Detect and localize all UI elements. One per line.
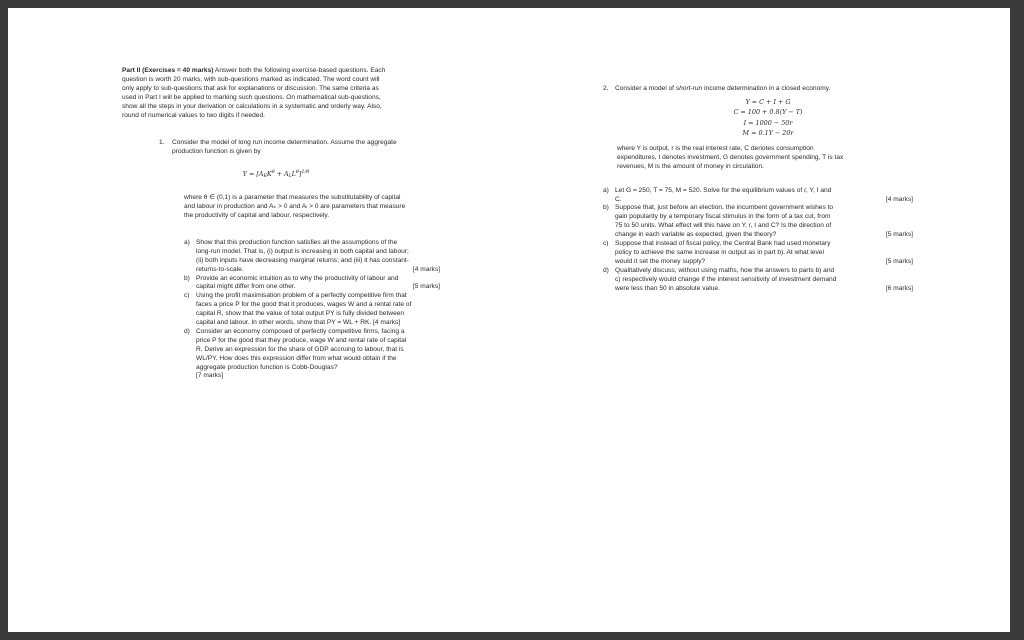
eq-sub: L: [288, 174, 292, 180]
part-line: change in each variable as expected, given the theory?: [615, 231, 777, 239]
part-label: d): [184, 327, 190, 335]
intro-line-6: round of numerical values to two digits if needed.: [122, 111, 265, 119]
part-line: (ii) both inputs have decreasing marginal returns; and (iii) it has constant-: [196, 256, 409, 264]
part-line: [7 marks]: [196, 372, 224, 380]
part-line: c) respectively would change if the interest sensitivity of investment demand: [615, 275, 837, 283]
part-line: C.: [615, 195, 622, 203]
eq-part: K: [266, 170, 272, 179]
where-line: and labour in production and Aₖ > 0 and Aₗ > 0 are parameters that measure: [184, 203, 406, 211]
part-text: [615, 187, 913, 205]
part-marks: [5 marks]: [412, 283, 440, 291]
part-line: 75 to 50 units. What effect will this have on Y, r, I and C? Is the direction of: [615, 222, 832, 230]
production-function-equation: [122, 168, 470, 182]
intro-line-2: question is worth 20 marks, with sub-questions marked as indicated. The word count will: [122, 75, 380, 83]
equation-money: M = 0.1Y − 20r: [742, 129, 794, 138]
part-label: c): [184, 292, 190, 300]
equation-output: Y = C + I + G: [745, 97, 791, 106]
question-2-text: [615, 85, 913, 94]
part-marks: [5 marks]: [885, 231, 913, 239]
question-2-part-c: [603, 240, 913, 267]
question-2-parts: [603, 187, 913, 294]
document-page: [8, 8, 1010, 632]
left-column: [122, 67, 470, 381]
part-line: WL/PY. How does this expression differ from what would obtain if the: [196, 354, 397, 362]
question-2-where: [617, 145, 913, 172]
where-line: revenues, M is the amount of money in circulation.: [617, 162, 764, 170]
part-text: [196, 239, 470, 275]
part-line: gain popularity by a temporary fiscal stimulus in the form of a tax cut, from: [615, 213, 831, 221]
part-line: faces a price P for the good that it produces, wages W and a rental rate of: [196, 301, 412, 309]
part-line: Show that this production function satisfies all the assumptions of the: [196, 238, 398, 246]
question-2-part-d: [603, 267, 913, 294]
equation-investment: I = 1000 − 50r: [743, 118, 793, 127]
eq-part: [A: [256, 170, 264, 179]
q2-text-part: short-run: [675, 85, 703, 92]
part-line: Suppose that instead of fiscal policy, the Central Bank had used monetary: [615, 240, 831, 248]
part-line: Qualitatively discuss, without using maths, how the answers to parts b) and: [615, 266, 835, 274]
part-label: a): [184, 238, 190, 246]
part-label: b): [603, 204, 609, 212]
part-line: price P for the good that they produce, wage W and rental rate of capital: [196, 336, 407, 344]
right-column: [603, 85, 913, 294]
intro-line-4: used in Part I will be applied to marking such questions. On mathematical sub-questions,: [122, 93, 381, 101]
part-intro: [122, 67, 470, 120]
part-label: a): [603, 186, 609, 194]
q2-text-part: income determination in a closed economy.: [702, 85, 831, 92]
part-line: returns-to-scale.: [196, 265, 244, 273]
eq-lhs: Y =: [242, 170, 257, 179]
part-line: capital and labour. In other words, show that PY = WL + RK. [4 marks]: [196, 319, 401, 327]
part-text: [615, 267, 913, 294]
part-marks: [4 marks]: [412, 265, 440, 273]
question-1-text: [172, 139, 470, 157]
question-2-number: 2.: [603, 85, 609, 92]
intro-line-1: Answer both the following exercise-based questions. Each: [213, 67, 386, 74]
question-1-part-c: [184, 292, 470, 328]
intro-line-3: only apply to sub-questions that ask for explanations or discussion. The same criteria as: [122, 84, 379, 92]
part-line: would it set the money supply?: [615, 257, 706, 265]
question-1-text-line: Consider the model of long run income determination. Assume the aggregate: [172, 139, 397, 147]
part-marks: [4 marks]: [885, 195, 913, 203]
question-1-header: [159, 139, 470, 157]
part-text: [615, 240, 913, 267]
short-run-equations: [603, 98, 913, 140]
eq-part: ]: [298, 170, 302, 179]
part-line: Provide an economic intuition as to why the productivity of labour and: [196, 274, 399, 282]
eq-sup: 1/θ: [301, 169, 310, 176]
part-line: Using the profit maximisation problem of a perfectly competitive firm that: [196, 292, 407, 300]
intro-line-5: show all the steps in your derivation or calculations in a systematic and orderly way. Also,: [122, 102, 382, 110]
q2-text-part: Consider a model of: [615, 85, 676, 92]
part-marks: [5 marks]: [885, 257, 913, 265]
question-2-part-a: [603, 187, 913, 205]
part-line: Let G = 250, T = 75, M = 520. Solve for the equilibrium values of r, Y, I and: [615, 186, 832, 194]
where-line: where Y is output, r is the real interest rate, C denotes consumption: [617, 144, 814, 152]
question-2-header: [603, 85, 913, 94]
part-line: R. Derive an expression for the share of GDP accruing to labour, that is: [196, 345, 404, 353]
part-text: [196, 275, 470, 293]
part-text: [196, 328, 470, 381]
part-line: long-run model. That is, (i) output is increasing in both capital and labour;: [196, 247, 409, 255]
part-line: Consider an economy composed of perfectly competitive firms, facing a: [196, 327, 405, 335]
where-line: where θ ∈ (0,1) is a parameter that measures the substitutability of capital: [184, 194, 401, 202]
question-1-part-b: [184, 275, 470, 293]
question-1-parts: [184, 239, 470, 382]
where-line: expenditures, I denotes investment, G denotes government spending, T is tax: [617, 153, 844, 161]
part-line: Suppose that, just before an election, the incumbent government wishes to: [615, 204, 834, 212]
eq-sup: θ: [295, 169, 299, 176]
question-1-part-a: [184, 239, 470, 275]
eq-sub: K: [263, 174, 267, 180]
question-2-part-b: [603, 204, 913, 240]
eq-part: L: [291, 170, 296, 179]
part-line: were less than 50 in absolute value.: [615, 284, 720, 292]
question-1-part-d: [184, 328, 470, 381]
part-line: policy to achieve the same increase in output as in part b). At what level: [615, 248, 824, 256]
part-label: b): [184, 274, 190, 282]
part-line: capital might differ from one other.: [196, 283, 296, 291]
eq-sup: θ: [271, 169, 275, 176]
part-line: aggregate production function is Cobb-Douglas?: [196, 363, 338, 371]
question-1-text-line: production function is given by: [172, 148, 261, 156]
part-marks: [6 marks]: [885, 284, 913, 292]
equation-consumption: C = 100 + 0.8(Y − T): [733, 108, 803, 117]
part-label: c): [603, 240, 609, 248]
question-1-where: [184, 194, 470, 221]
part-heading: Part II (Exercises = 40 marks): [122, 67, 214, 74]
where-line: the productivity of capital and labour, respectively.: [184, 211, 330, 219]
question-1-number: 1.: [159, 139, 165, 147]
part-text: [615, 204, 913, 240]
part-line: capital R, show that the value of total output PY is fully divided between: [196, 310, 405, 318]
part-text: [196, 292, 470, 328]
eq-part: + A: [274, 170, 289, 179]
part-label: d): [603, 266, 609, 274]
